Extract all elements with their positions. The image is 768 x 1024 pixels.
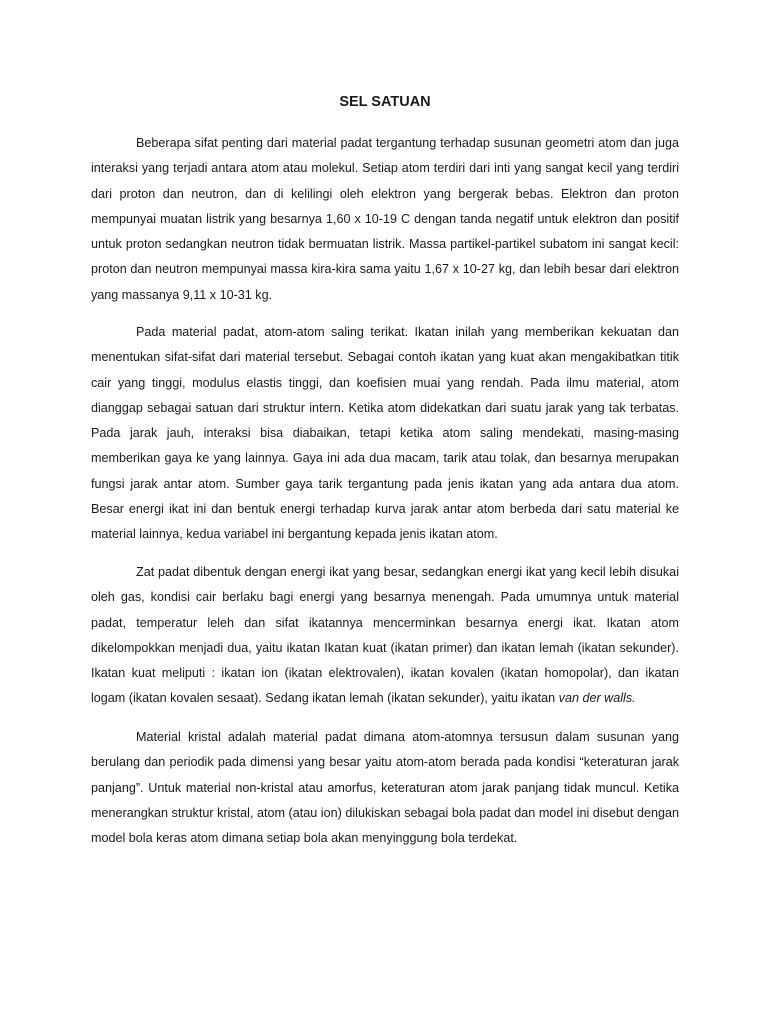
paragraph-3-italic-term: van der walls. — [558, 691, 636, 706]
page-title: SEL SATUAN — [339, 94, 431, 110]
paragraph-1: Beberapa sifat penting dari material padat tergantung terhadap susunan geometri atom dan juga interaksi yang terjadi antara atom atau molekul. Setiap atom terdiri dari inti yang sangat kecil yang terdiri dari proton dan neutron, dan di kelilingi oleh elektron yang bergerak bebas. Elektron dan proton mempunyai muatan listrik yang besarnya 1,60 x 10-19 C dengan tanda negatif untuk elektron dan positif untuk proton sedangkan neutron tidak bermuatan listrik. Massa partikel-partikel subatom ini sangat kecil: proton dan neutron mempunyai massa kira-kira sama yaitu 1,67 x 10-27 kg, dan lebih besar dari elektron yang massanya 9,11 x 10-31 kg. — [91, 136, 679, 302]
paragraph-3 — [91, 560, 679, 712]
paragraph-2: Pada material padat, atom-atom saling terikat. Ikatan inilah yang memberikan kekuatan dan menentukan sifat-sifat dari material tersebut. Sebagai contoh ikatan yang kuat akan mengakibatkan titik cair yang tinggi, modulus elastis tinggi, dan koefisien muai yang rendah. Pada ilmu material, atom dianggap sebagai satuan dari struktur intern. Ketika atom didekatkan dari suatu jarak yang tak terbatas. Pada jarak jauh, interaksi bisa diabaikan, tetapi ketika atom saling mendekati, masing-masing memberikan gaya ke yang lainnya. Gaya ini ada dua macam, tarik atau tolak, dan besarnya merupakan fungsi jarak antar atom. Sumber gaya tarik tergantung pada jenis ikatan yang ada antara dua atom. Besar energi ikat ini dan bentuk energi terhadap kurva jarak antar atom berbeda dari satu material ke material lainnya, kedua variabel ini bergantung kepada jenis ikatan atom. — [91, 325, 679, 542]
paragraph-3-text: Zat padat dibentuk dengan energi ikat yang besar, sedangkan energi ikat yang kecil lebih disukai oleh gas, kondisi cair berlaku bagi energi yang besarnya menengah. Pada umumnya untuk material padat, temperatur leleh dan sifat ikatannya mencerminkan besarnya energi ikat. Ikatan atom dikelompokkan menjadi dua, yaitu ikatan Ikatan kuat (ikatan primer) dan ikatan lemah (ikatan sekunder). Ikatan kuat meliputi : ikatan ion (ikatan elektrovalen), ikatan kovalen (ikatan homopolar), dan ikatan logam (ikatan kovalen sesaat). Sedang ikatan lemah (ikatan sekunder), yaitu ikatan — [91, 565, 679, 706]
paragraph-4: Material kristal adalah material padat dimana atom-atomnya tersusun dalam susunan yang berulang dan periodik pada dimensi yang besar yaitu atom-atom berada pada kondisi “keteraturan jarak panjang”. Untuk material non-kristal atau amorfus, keteraturan atom jarak panjang tidak muncul. Ketika menerangkan struktur kristal, atom (atau ion) dilukiskan sebagai bola padat dan model ini disebut dengan model bola keras atom dimana setiap bola akan menyinggung bola terdekat. — [91, 730, 679, 846]
